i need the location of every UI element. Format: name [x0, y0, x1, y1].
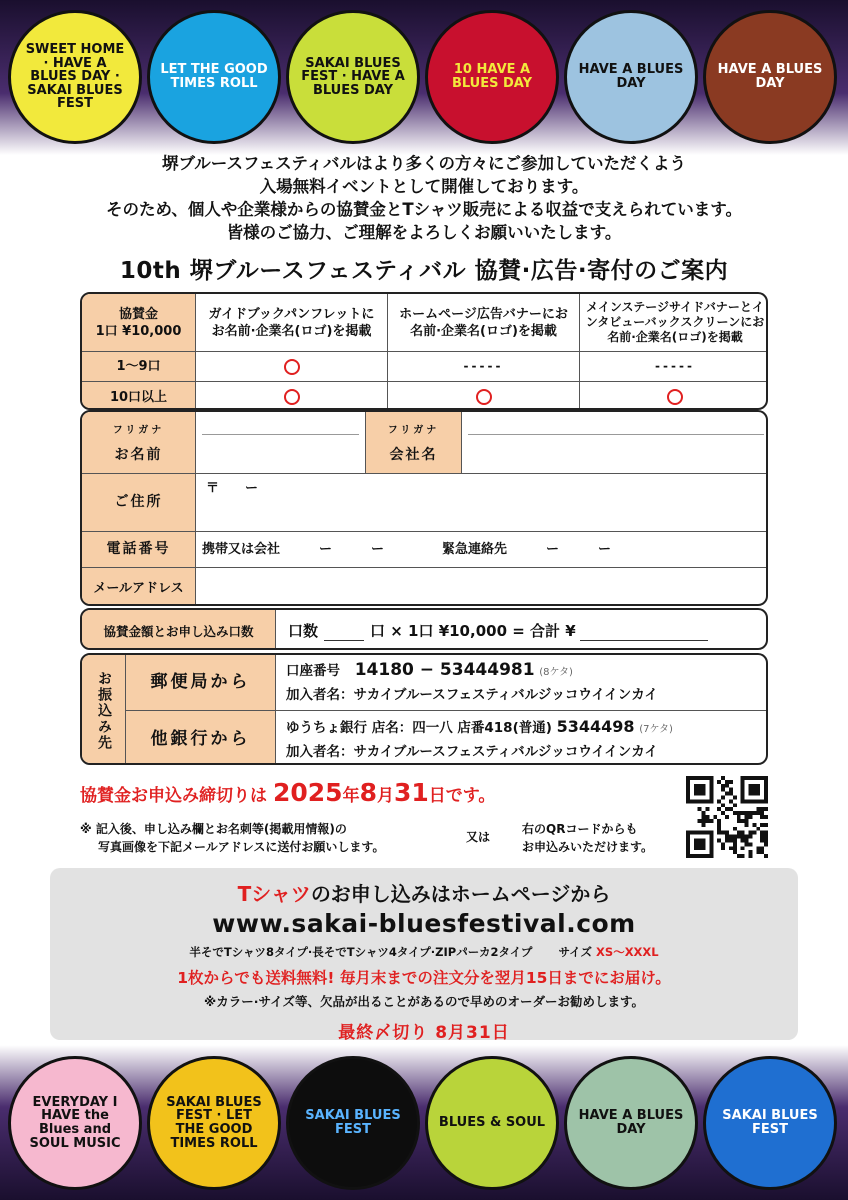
- company-label-cell: フリガナ 会社名: [366, 412, 462, 474]
- available-mark: [284, 359, 300, 375]
- qr-code[interactable]: [686, 776, 768, 858]
- row-10-homepage: [388, 382, 580, 410]
- row-10-label: 10口以上: [82, 382, 196, 410]
- tshirt-types: 半そでTシャツ8タイプ·長そでTシャツ4タイプ·ZIPパーカ2タイプ サイズ XS〜XXXL: [189, 945, 659, 959]
- email-label: メールアドレス: [82, 568, 196, 606]
- head-mainstage: メインステージサイドバナーとインタビューバックスクリーンにお名前·企業名(ロゴ)を掲載: [580, 294, 768, 352]
- row-1-9-homepage: -----: [388, 352, 580, 382]
- badge-6: [703, 1056, 837, 1190]
- badge-text: SAKAI BLUES FEST · LET THE GOOD TIMES ROLL: [166, 1094, 262, 1151]
- deadline-text: 協賛金お申込み締切りは 2025 年 8 月 31 日です。: [80, 778, 496, 807]
- tshirt-stock-note: ※カラー·サイズ等、欠品が出ることがあるので早めのオーダーお勧めします。: [204, 994, 644, 1009]
- available-mark: [284, 389, 300, 405]
- badge-text: LET THE GOOD TIMES ROLL: [160, 62, 268, 91]
- head-homepage: ホームページ広告バナーにお名前·企業名(ロゴ)を掲載: [388, 294, 580, 352]
- application-form: [80, 410, 768, 606]
- intro-line: 堺ブルースフェスティバルはより多くの方々にご参加していただくよう: [161, 154, 687, 173]
- or-text: 又は: [466, 830, 491, 844]
- available-mark: [476, 389, 492, 405]
- amount-label: 協賛金額とお申し込み口数: [82, 610, 276, 650]
- badge-text: SAKAI BLUES FEST: [305, 1108, 401, 1137]
- badge-text: SWEET HOME · HAVE A BLUES DAY · SAKAI BLUES FEST: [25, 41, 125, 112]
- badge-5: [564, 1056, 698, 1190]
- tshirt-final-deadline: 最終〆切り 8月31日: [338, 1023, 510, 1043]
- transfer-label: お振込み先: [82, 655, 126, 765]
- badge-text: HAVE A BLUES DAY: [578, 1108, 684, 1137]
- badge-1: [8, 10, 142, 144]
- post-office-label: 郵便局から: [126, 655, 276, 711]
- badge-3: [286, 1056, 420, 1190]
- email-field[interactable]: [196, 568, 768, 606]
- post-office-info: 口座番号 14180 − 53444981 (8ケタ) 加入者名：サカイブルースフェスティバルジッコウイインカイ: [276, 655, 768, 711]
- badge-text: BLUES & SOUL: [438, 1115, 546, 1131]
- row-1-9-guidebook: [196, 352, 388, 382]
- badge-1: [8, 1056, 142, 1190]
- company-field[interactable]: [462, 412, 768, 474]
- tshirt-shipping: 1枚からでも送料無料! 毎月末までの注文分を翌月15日までにお届け。: [177, 969, 671, 987]
- row-1-9-label: 1〜9口: [82, 352, 196, 382]
- note-text: ※ 記入後、申し込み欄とお名刺等(掲載用情報)の 写真画像を下記メールアドレスに送付お願いします。: [80, 822, 385, 854]
- address-label: ご住所: [82, 474, 196, 532]
- qr-note: 右のQRコードからも お申込みいただけます。: [522, 822, 654, 854]
- row-10-mainstage: [580, 382, 768, 410]
- badge-4: [425, 1056, 559, 1190]
- page-title: 10th 堺ブルースフェスティバル 協賛·広告·寄付のご案内: [119, 258, 729, 284]
- intro-text: [0, 152, 848, 244]
- phone-field[interactable]: 携帯又は会社 ー ー 緊急連絡先 ー ー: [196, 532, 768, 568]
- badge-4: [425, 10, 559, 144]
- address-field[interactable]: 〒 ー: [196, 474, 768, 532]
- badge-6: [703, 10, 837, 144]
- badge-text: EVERYDAY I HAVE the Blues and SOUL MUSIC: [29, 1094, 121, 1151]
- name-label-cell: フリガナ お名前: [82, 412, 196, 474]
- sponsor-table: [80, 292, 768, 410]
- amount-row: [80, 608, 768, 650]
- name-field[interactable]: [196, 412, 366, 474]
- badge-text: HAVE A BLUES DAY: [578, 62, 684, 91]
- bank-info: ゆうちょ銀行 店名：四一八 店番418(普通) 5344498 (7ケタ) 加入者名：サカイブルースフェスティバルジッコウイインカイ: [286, 716, 673, 760]
- badge-text: 10 HAVE A BLUES DAY: [451, 62, 533, 91]
- row-10-guidebook: [196, 382, 388, 410]
- row-1-9-mainstage: -----: [580, 352, 768, 382]
- tshirt-headline: Tシャツのお申し込みはホームページから: [237, 882, 611, 906]
- tshirt-url[interactable]: www.sakai-bluesfestival.com: [212, 909, 636, 938]
- badge-2: [147, 1056, 281, 1190]
- badge-text: SAKAI BLUES FEST: [722, 1108, 818, 1137]
- amount-field[interactable]: 口数 口 × 1口 ¥10,000 = 合計 ¥: [288, 620, 708, 641]
- available-mark: [667, 389, 683, 405]
- badge-text: SAKAI BLUES FEST · HAVE A BLUES DAY: [301, 55, 405, 98]
- badge-3: [286, 10, 420, 144]
- intro-line: そのため、個人や企業様からの協賛金とTシャツ販売による収益で支えられています。: [106, 200, 742, 219]
- transfer-box: [80, 653, 768, 765]
- intro-line: 入場無料イベントとして開催しております。: [259, 177, 589, 196]
- badge-2: [147, 10, 281, 144]
- tshirt-section: [50, 868, 798, 1043]
- head-fee: 協賛金 1口 ¥10,000: [82, 294, 196, 352]
- badge-5: [564, 10, 698, 144]
- head-guidebook: ガイドブックパンフレットにお名前·企業名(ロゴ)を掲載: [196, 294, 388, 352]
- phone-label: 電話番号: [82, 532, 196, 568]
- bank-label: 他銀行から: [126, 711, 276, 765]
- intro-line: 皆様のご協力、ご理解をよろしくお願いいたします。: [226, 223, 622, 242]
- badge-text: HAVE A BLUES DAY: [717, 62, 823, 91]
